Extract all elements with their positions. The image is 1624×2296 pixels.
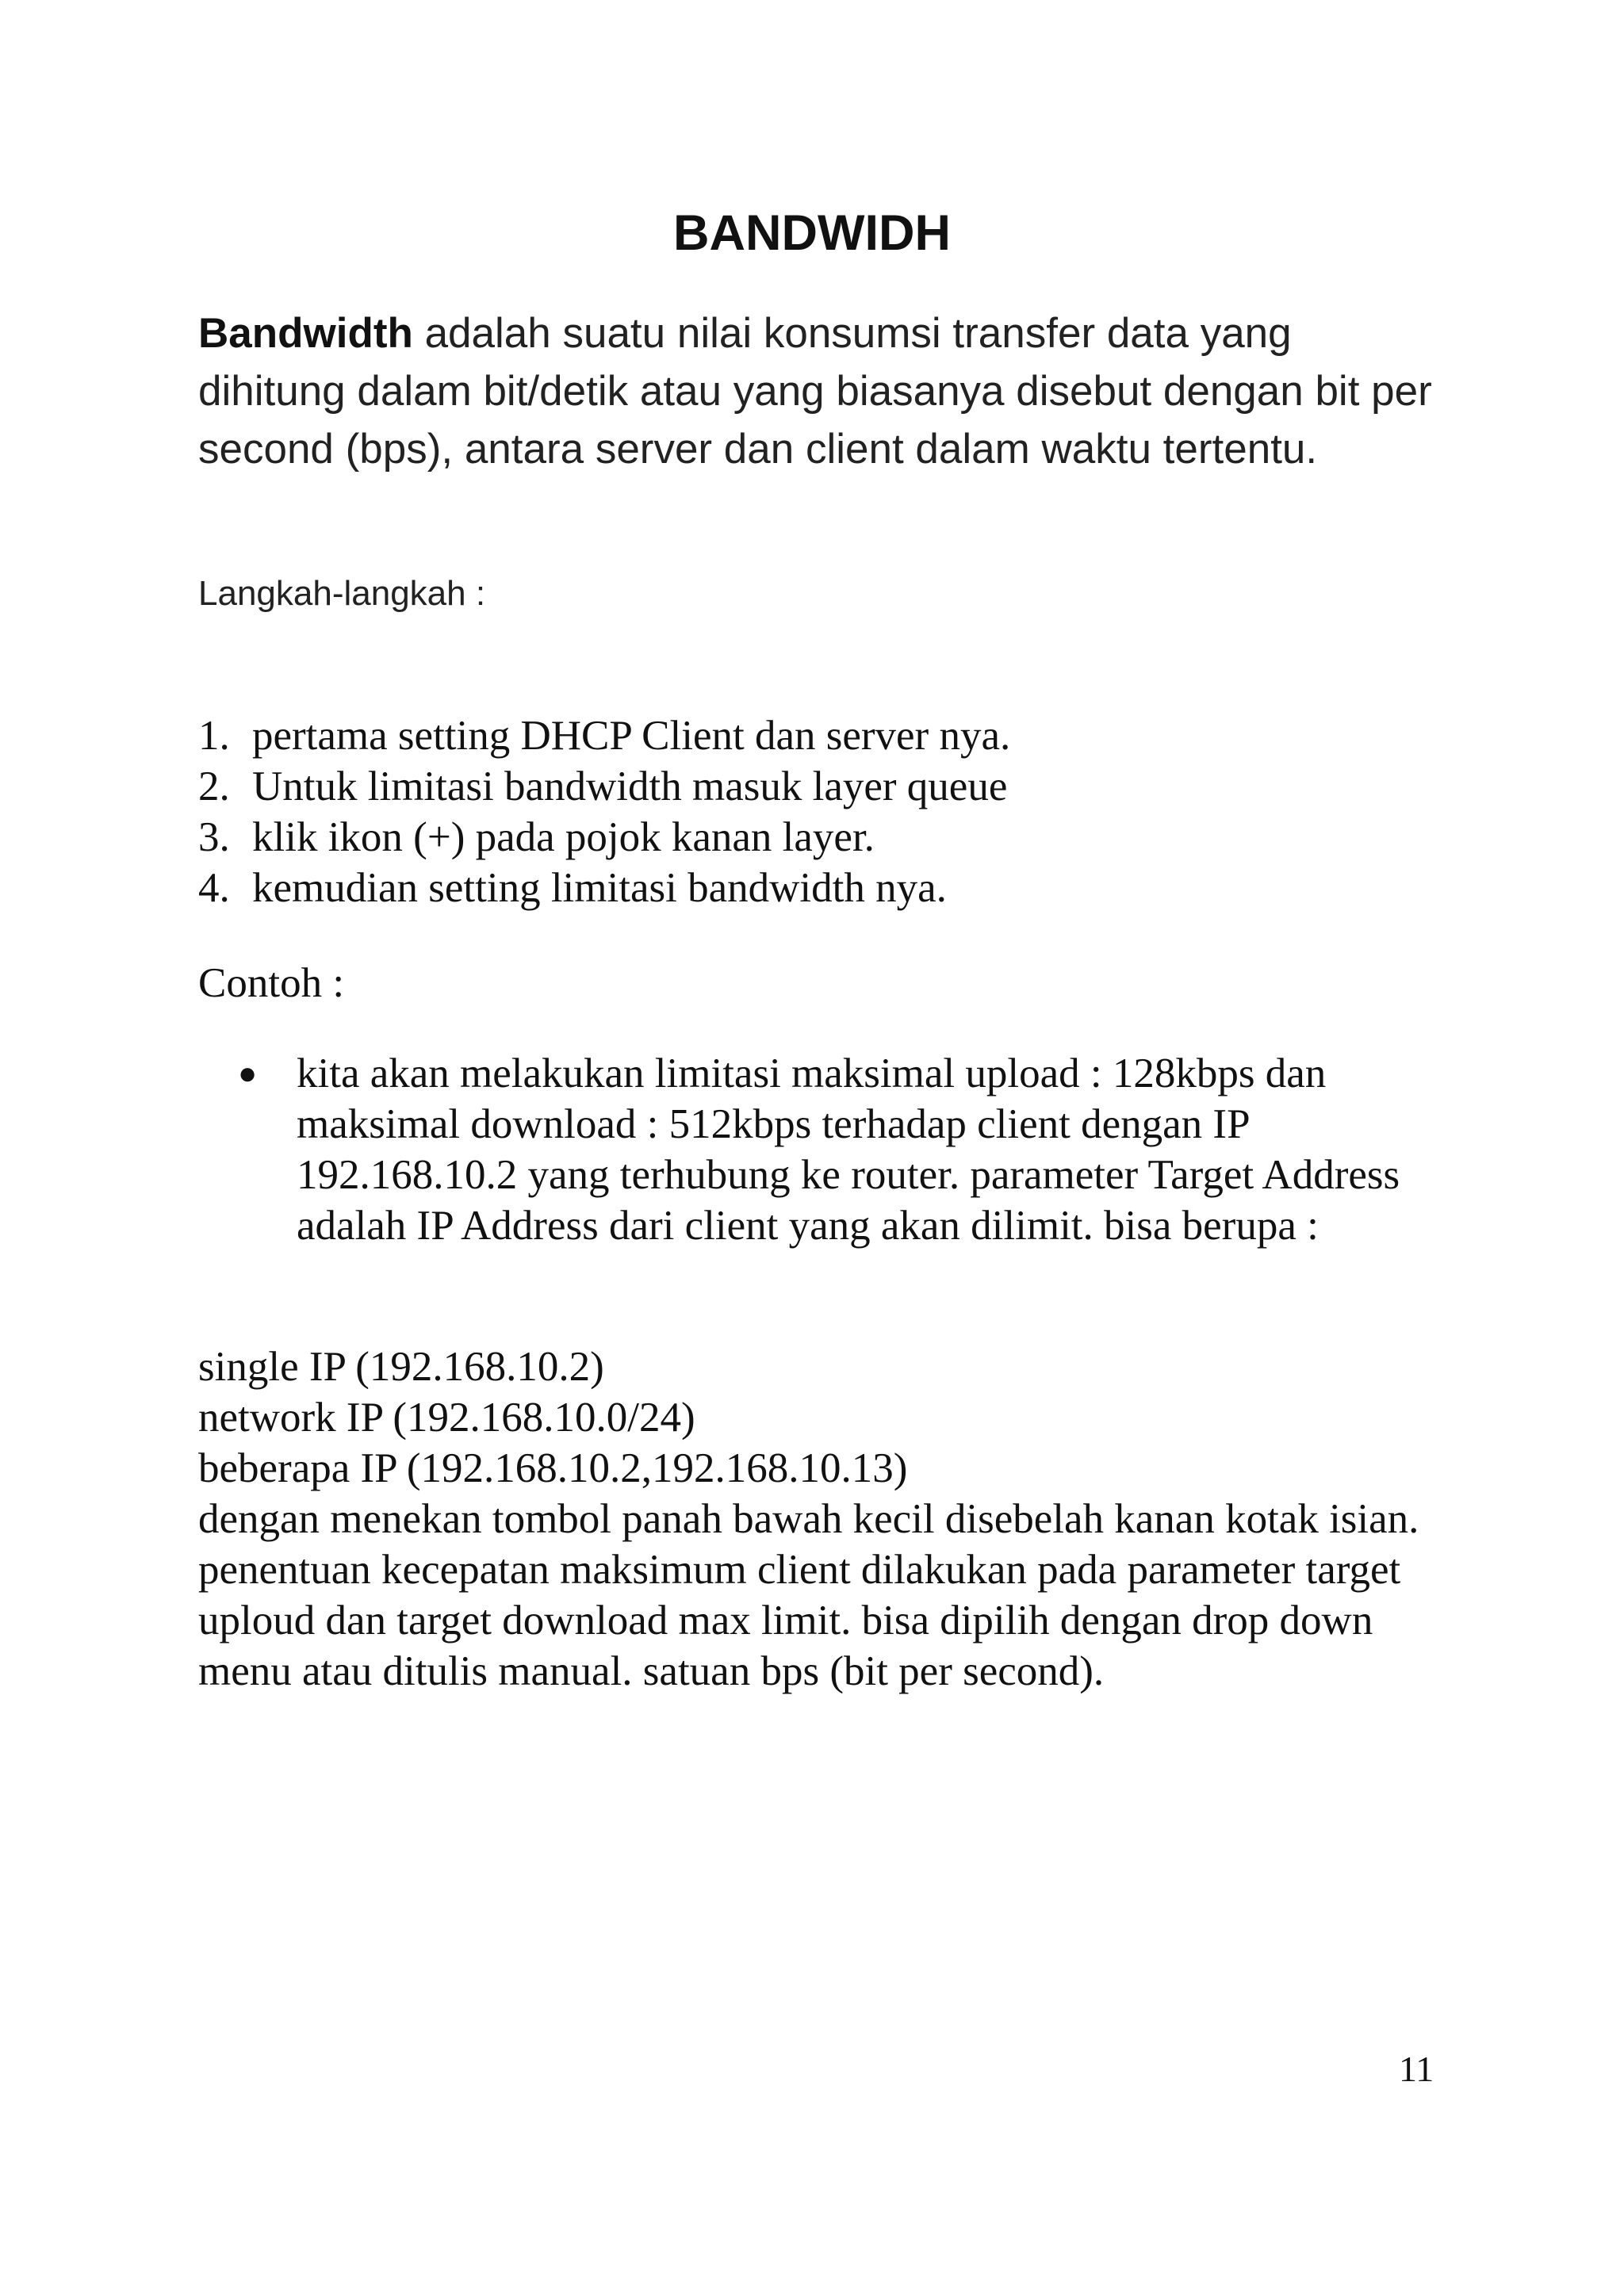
page-title: BANDWIDH	[673, 205, 951, 261]
example-bullet-list	[238, 1048, 1443, 1251]
step-text: klik ikon (+) pada pojok kanan layer.	[252, 814, 875, 860]
list-item	[238, 1048, 1443, 1251]
text-line: beberapa IP (192.168.10.2,192.168.10.13)	[198, 1445, 908, 1491]
steps-list	[198, 710, 1467, 913]
text-line: dengan menekan tombol panah bawah kecil disebelah kanan kotak isian.	[198, 1496, 1419, 1542]
step-number: 2.	[198, 763, 230, 809]
example-bullet-text: kita akan melakukan limitasi maksimal upload : 128kbps dan maksimal download : 512kbps terhadap client dengan IP 192.168.10.2 yang terhubung ke router. parameter Target Address adalah IP Address dari client yang akan dilimit. bisa berupa :	[297, 1050, 1400, 1249]
example-label: Contoh :	[198, 960, 345, 1006]
list-item	[198, 710, 1467, 761]
list-item	[198, 761, 1467, 812]
bullet-icon: ●	[238, 1055, 258, 1091]
step-text: pertama setting DHCP Client dan server nya.	[252, 713, 1011, 759]
intro-paragraph	[198, 304, 1435, 478]
list-item	[198, 863, 1467, 913]
step-text: Untuk limitasi bandwidth masuk layer queue	[252, 763, 1008, 809]
intro-text: adalah suatu nilai konsumsi transfer data yang dihitung dalam bit/detik atau yang biasanya disebut dengan bit per second (bps), antara server dan client dalam waktu tertentu.	[198, 310, 1432, 473]
text-line: single IP (192.168.10.2)	[198, 1344, 604, 1390]
step-number: 1.	[198, 713, 230, 759]
text-line: penentuan kecepatan maksimum client dilakukan pada parameter target uploud dan target download max limit. bisa dipilih dengan drop down menu atau ditulis manual. satuan bps (bit per second).	[198, 1547, 1401, 1694]
body-paragraph	[198, 1341, 1467, 1697]
step-number: 4.	[198, 865, 230, 911]
page-number: 11	[1399, 2049, 1434, 2089]
step-number: 3.	[198, 814, 230, 860]
steps-label: Langkah-langkah :	[198, 574, 486, 613]
intro-term: Bandwidth	[198, 310, 413, 357]
step-text: kemudian setting limitasi bandwidth nya.	[252, 865, 947, 911]
text-line: network IP (192.168.10.0/24)	[198, 1395, 695, 1441]
list-item	[198, 812, 1467, 863]
